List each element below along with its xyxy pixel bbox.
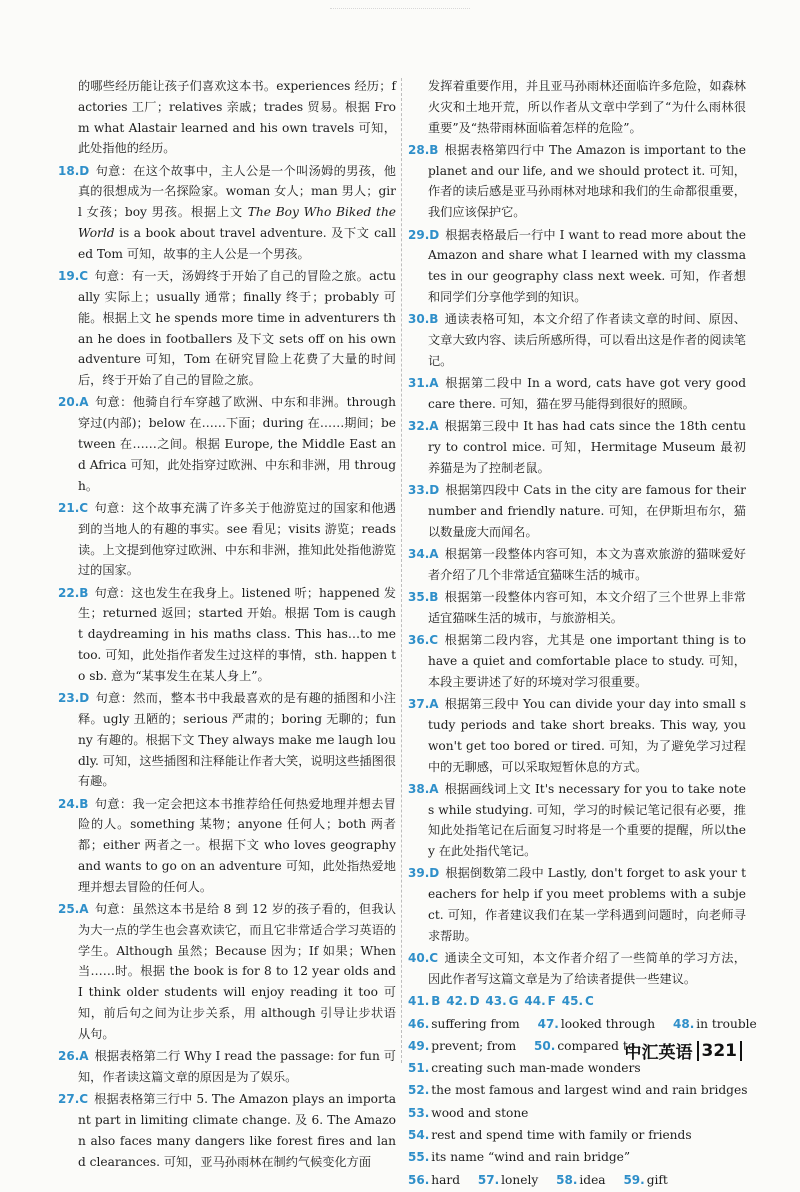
answer-54: 54. rest and spend time with family or friends xyxy=(408,1128,692,1143)
answer-30: 30.B 通读表格可知，本文介绍了作者读文章的时间、原因、文章大致内容、读后所感所得，可以看出这是作者的阅读笔记。 xyxy=(408,312,746,368)
answer-20: 20.A 句意：他骑自行车穿越了欧洲、中东和非洲。through 穿过(内部)；below 在……下面；during 在……期间；between 在……之间。根据 Europe, the Middle East and Africa 可知，此处指穿过欧洲、中东和非洲，用 through。 xyxy=(58,395,396,493)
answer-36: 36.C 根据第二段内容，尤其是 one important thing is to have a quiet and comfortable place to study. 可知，本段主要讲述了好的环境对学习很重要。 xyxy=(408,633,746,689)
answer-52: 52. the most famous and largest wind and rain bridges xyxy=(408,1083,748,1098)
answers-49-50: 49. prevent; from 50. compared to xyxy=(408,1038,636,1053)
answer-28: 28.B 根据表格第四行中 The Amazon is important to the planet and our life, and we should protect it. 可知，作者的读后感是亚马孙雨林对地球和我们的生命都很重要，我们应该保护它。 xyxy=(408,142,746,220)
answer-39: 39.D 根据倒数第二段中 Lastly, don't forget to ask your teachers for help if you meet problems with a subject. 可知，作者建议我们在某一学科遇到问题时，向老师寻求帮助。 xyxy=(408,866,746,943)
answer-33: 33.D 根据第四段中 Cats in the city are famous for their number and friendly nature. 可知，在伊斯坦布尔，猫以数量庞大而闻名。 xyxy=(408,483,746,539)
left-column xyxy=(58,76,396,1174)
answer-19: 19.C 句意：有一天，汤姆终于开始了自己的冒险之旅。actually 实际上；usually 通常；finally 终于；probably 可能。根据上文 he spends more time in adventurers than he does in footballers 及下文 sets off on his own adventure 可知，Tom 在研究冒险上花费了大量的时间后，终于开始了自己的冒险之旅。 xyxy=(58,269,396,388)
answers-46-48: 46. suffering from 47. looked through 48. in trouble xyxy=(408,1016,757,1031)
answer-continuation: 的哪些经历能让孩子们喜欢这本书。experiences 经历；factories 工厂；relatives 亲戚；trades 贸易。根据 From what Alastair learned and his own travels 可知，此处指他的经历。 xyxy=(78,79,396,156)
answer-25: 25.A 句意：虽然这本书是给 8 到 12 岁的孩子看的，但我认为大一点的学生也会喜欢读它，而且它非常适合学习英语的学生。Although 虽然；Because 因为；If 如果；When 当……时。根据 the book is for 8 to 12 year olds and I think older students will enjoy reading it too 可知，前后句之间为让步关系，用 although 引导让步状语从句。 xyxy=(58,902,396,1041)
answer-18: 18.D 句意：在这个故事中，主人公是一个叫汤姆的男孩，他真的很想成为一名探险家。woman 女人；man 男人；girl 女孩；boy 男孩。根据上文 The Boy Who Biked the World is a book about travel adventure. 及下文 called Tom 可知，故事的主人公是一个男孩。 xyxy=(58,163,397,261)
answer-38: 38.A 根据画线词上文 It's necessary for you to take notes while studying. 可知，学习的时候记笔记很有必要，推知此处指笔记在后面复习时将是一个重要的提醒，所以they 在此处指代笔记。 xyxy=(408,781,746,859)
answer-21: 21.C 句意：这个故事充满了许多关于他游览过的国家和他遇到的当地人的有趣的事实。see 看见；visits 游览；reads 读。上文提到他穿过欧洲、中东和非洲，推知此处指他游览过的国家。 xyxy=(58,500,396,578)
answer-34: 34.A 根据第一段整体内容可知，本文为喜欢旅游的猫咪爱好者介绍了几个非常适宜猫咪生活的城市。 xyxy=(408,547,746,582)
page-number: 321 xyxy=(697,1041,743,1061)
answer-40: 40.C 通读全文可知，本文作者介绍了一些简单的学习方法，因此作者写这篇文章是为了给读者提供一些建议。 xyxy=(408,951,746,986)
answer-51: 51. creating such man-made wonders xyxy=(408,1061,641,1076)
answer-35: 35.B 根据第一段整体内容可知，本文介绍了三个世界上非常适宜猫咪生活的城市，与旅游相关。 xyxy=(408,590,746,625)
answer-31: 31.A 根据第二段中 In a word, cats have got very good care there. 可知，猫在罗马能得到很好的照顾。 xyxy=(408,376,746,411)
answer-23: 23.D 句意：然而，整本书中我最喜欢的是有趣的插图和小注释。ugly 丑陋的；serious 严肃的；boring 无聊的；funny 有趣的。根据下文 They always make me laugh loudly. 可知，这些插图和注释能让作者大笑，说明这些插图很有趣。 xyxy=(58,691,396,789)
answer-26: 26.A 根据表格第二行 Why I read the passage: for fun 可知，作者读这篇文章的原因是为了娱乐。 xyxy=(58,1049,396,1084)
answer-27: 27.C 根据表格第三行中 5. The Amazon plays an important part in limiting climate change. 及 6. The Amazon also faces many dangers like forest fires and land clearances. 可知，亚马孙雨林在制约气候变化方面 xyxy=(58,1092,396,1169)
mc-answers-41-45: 41. B 42. D 43. G 44. F 45. C xyxy=(408,994,594,1009)
book-title: The Boy Who Biked the World xyxy=(78,205,397,241)
answer-29: 29.D 根据表格最后一行中 I want to read more about the Amazon and share what I learned with my classmates in our geography class next week. 可知，作者想和同学们分享他学到的知识。 xyxy=(408,227,746,304)
column-divider xyxy=(401,78,402,1063)
answer-37: 37.A 根据第三段中 You can divide your day into small study periods and take short breaks. This way, you won't get too bored or tired. 可知，为了避免学习过程中的无聊感，可以采取短暂休息的方式。 xyxy=(408,697,746,774)
answer-53: 53. wood and stone xyxy=(408,1105,529,1120)
top-scan-mark xyxy=(330,8,470,11)
answer-32: 32.A 根据第三段中 It has had cats since the 18th century to control mice. 可知，Hermitage Museum 最初养猫是为了控制老鼠。 xyxy=(408,419,746,475)
answers-56-59: 56. hard 57. lonely 58. idea 59. gift xyxy=(408,1172,668,1187)
footer-label: 中汇英语 xyxy=(624,1043,693,1063)
answer-24: 24.B 句意：我一定会把这本书推荐给任何热爱地理并想去冒险的人。something 某物；anyone 任何人；both 两者都；either 两者之一。根据下文 who loves geography and wants to go on an adventure 可知，此处指热爱地理并想去冒险的任何人。 xyxy=(58,796,396,894)
right-column xyxy=(408,76,757,1192)
answer-22: 22.B 句意：这也发生在我身上。listened 听；happened 发生；returned 返回；started 开始。根据 Tom is caught daydreaming in his maths class. This has…to me too. 可知，此处指作者发生过这样的事情，sth. happen to sb. 意为“某事发生在某人身上”。 xyxy=(58,585,396,683)
answer-55: 55. its name “wind and rain bridge” xyxy=(408,1150,631,1165)
page-footer xyxy=(625,1038,743,1063)
answer-continuation: 发挥着重要作用，并且亚马孙雨林还面临许多危险，如森林火灾和土地开荒，所以作者从文章中学到了“为什么雨林很重要”及“热带雨林面临着怎样的危险”。 xyxy=(428,79,746,135)
